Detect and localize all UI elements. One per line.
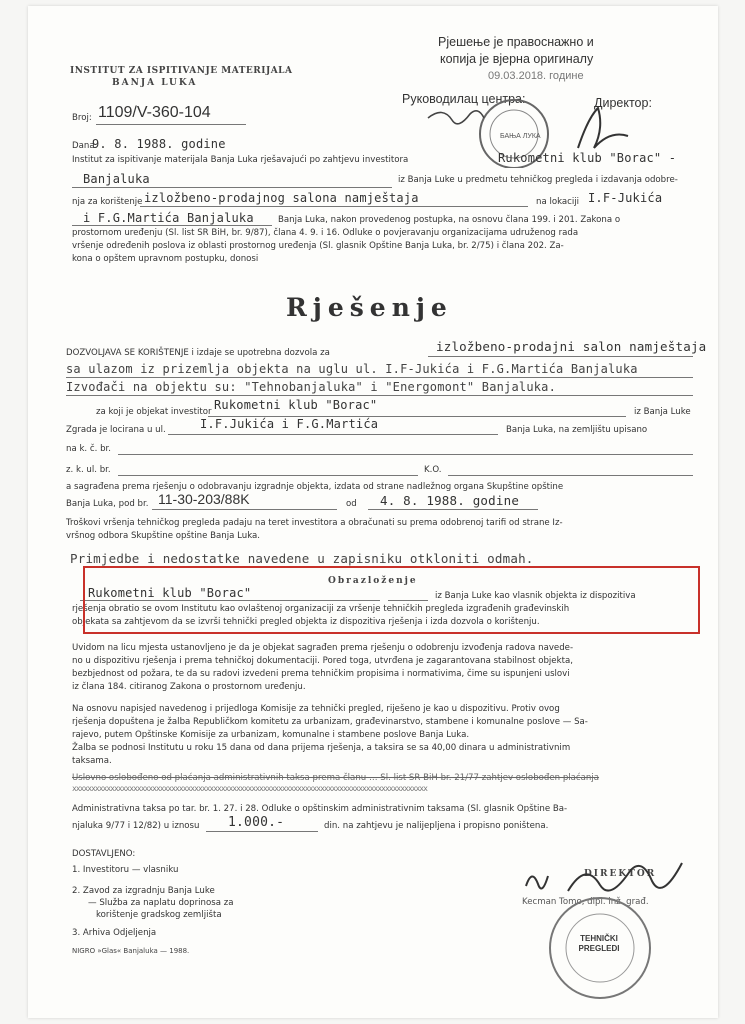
signature-center-head (428, 111, 484, 124)
director-label-top: Директор: (594, 96, 652, 110)
uvidom-line3: bezbjednost od požara, te da su radovi izvedeni prema tehničkim propisima i normativima, čime su ispunjeni uslovi (72, 669, 570, 679)
obrazlozenje-line1-rest: iz Banja Luke kao vlasnik objekta iz dispozitiva (435, 591, 636, 601)
intro-location-label: na lokaciji (536, 197, 580, 207)
validity-note-line3: 09.03.2018. године (488, 70, 584, 82)
investitor-label: za koji je objekat investitor (96, 407, 212, 417)
decision-line3: Izvođači na objektu su: "Tehnobanjaluka" i "Energomont" Banjaluka. (66, 380, 557, 394)
signature-name: Kecman Tomo, dipl. inž. građ. (522, 897, 649, 907)
pod-label: Banja Luka, pod br. (66, 499, 149, 509)
intro-investitor: Rukometni klub "Borac" - (498, 151, 677, 165)
document-page (28, 6, 718, 1018)
kcbr-label: na k. č. br. (66, 444, 112, 454)
director-signature (526, 863, 682, 891)
dana-label: Dana (72, 141, 95, 151)
investitor-value: Rukometni klub "Borac" (214, 398, 378, 412)
ko-label: K.O. (424, 465, 442, 475)
troskovi-line1: Troškovi vršenja tehničkog pregleda padaju na teret investitora a obračunati su prema odobrenoj tarifi od strane Iz- (66, 518, 563, 528)
director-signature-and-stamp (508, 856, 718, 1006)
od-value: 4. 8. 1988. godine (380, 493, 520, 508)
institute-city: BANJA LUKA (112, 78, 198, 88)
svg-text:БАЊА ЛУКА: БАЊА ЛУКА (500, 133, 541, 140)
dozvoljava-label: DOZVOLJAVA SE KORIŠTENJE i izdaje se upotrebna dozvola za (66, 348, 330, 358)
center-head-label: Руководилац центра: (402, 92, 526, 106)
intro-line4: Banja Luka, nakon provedenog postupka, na osnovu člana 199. i 201. Zakona o (278, 215, 621, 225)
dostavljeno-item-2c: korištenje gradskog zemljišta (96, 910, 222, 920)
intro-object: izložbeno-prodajnog salona namještaja (144, 191, 419, 205)
zkulbr-label: z. k. ul. br. (66, 465, 111, 475)
validity-note-line2: копија је вјерна оригиналу (440, 52, 594, 66)
obrazlozenje-investitor: Rukometni klub "Borac" (88, 586, 252, 600)
intro-line2-rest: iz Banja Luke u predmetu tehničkog pregleda i izdavanja odobre- (398, 175, 678, 185)
signature-title: DIREKTOR (584, 869, 657, 879)
osnova-line3: rajevo, putem Opštinske Komisije za urbanizam, komunalne i stambene poslove Banja Luka. (72, 730, 470, 740)
institute-header (70, 66, 293, 88)
troskovi-line2: vršnog odbora Skupštine opštine Banja Luka. (66, 531, 261, 541)
osnova-line4: Žalba se podnosi Institutu u roku 15 dana od dana prijema rješenja, a taksira se sa 40,00 dinara u administrativnim (72, 743, 571, 753)
obrazlozenje-title: Obrazloženje (328, 576, 418, 586)
intro-line7: kona o opštem upravnom postupku, donosi (72, 254, 259, 264)
printer-footer: NIGRO »Glas« Banjaluka — 1988. (72, 947, 190, 955)
stamp-center-text: TEHNIČKI PREGLEDI (578, 934, 620, 953)
dana-value: 9. 8. 1988. godine (92, 137, 226, 151)
dostavljeno-item-2b: — Služba za naplatu doprinosa za (88, 898, 234, 908)
primjedbe-note: Primjedbe i nedostatke navedene u zapisniku otkloniti odmah. (70, 551, 534, 566)
taksa-line2-rest: din. na zahtjevu je nalijepljena i propisno poništena. (324, 821, 549, 831)
validity-note-line1: Рјешење је правоснажно и (438, 35, 594, 49)
taksa-line2-label: njaluka 9/77 i 12/82) u iznosu (72, 821, 200, 831)
intro-line5: prostornom uređenju (Sl. list SR BiH, br. 9/87), člana 4. 9. i 16. Odluke o povjeravanju organizacijama udruženog rada (72, 228, 579, 238)
zgrada-label: Zgrada je locirana u ul. (66, 425, 166, 435)
uvidom-line1: Uvidom na licu mjesta ustanovljeno je da je objekat sagrađen prema rješenju o odobrenju izvođenja radova navede- (72, 643, 574, 653)
zgrada-rest: Banja Luka, na zemljištu upisano (506, 425, 648, 435)
intro-location2: i F.G.Martića Banjaluka (83, 211, 254, 225)
highlight-box-obrazlozenje (83, 566, 700, 634)
broj-label: Broj: (72, 113, 92, 123)
institute-name: INSTITUT ZA ISPITIVANJE MATERIJALA (70, 66, 293, 76)
investitor-rest: iz Banja Luke (634, 407, 691, 417)
dostavljeno-item-2: 2. Zavod za izgradnju Banja Luke (72, 886, 215, 896)
crossed-line2: xxxxxxxxxxxxxxxxxxxxxxxxxxxxxxxxxxxxxxxxxxxxxxxxxxxxxxxxxxxxxxxxxxxxxxxxxxxxxxxxxxxxxxxxxxxxx (72, 784, 427, 793)
signature-director-top (578, 108, 628, 148)
osnova-line1: Na osnovu napisjed navedenog i prijedloga Komisije za tehnički pregled, riješeno je kao u dispozitivu. Protiv ovog (72, 704, 560, 714)
sagradjena-line: a sagrađena prema rješenju o odobravanju izgradnje objekta, izdata od strane nadležnog organa Skupštine opštine (66, 482, 564, 492)
dostavljeno-title: DOSTAVLJENO: (72, 849, 136, 859)
uvidom-line2: no u dispozitivu rješenja i prema tehničkoj dokumentaciji. Pored toga, utvrđena je zagarantovana stabilnost objekta, (72, 656, 573, 666)
decision-object: izložbeno-prodajni salon namještaja (436, 339, 707, 354)
uvidom-line4: iz člana 184. citiranog Zakona o prostornom uređenju. (72, 682, 306, 692)
intro-line1-label: Institut za ispitivanje materijala Banja Luka rješavajući po zahtjevu investitora (72, 155, 409, 165)
od-label: od (346, 499, 357, 509)
crossed-line1: Uslovno oslobođeno od plaćanja administrativnih taksa prema članu … Sl. list SR BiH br. 21/77 zahtjev oslobođen plaćanja (72, 773, 600, 783)
obrazlozenje-line3: objekata sa zahtjevom da se izvrši tehnički pregled objekta iz dispozitiva rješenja i izda dozvola o korištenju. (72, 617, 540, 627)
document-title: Rješenje (286, 293, 453, 322)
osnova-line5: taksama. (72, 756, 112, 766)
osnova-line2: rješenja dopuštena je žalba Republičkom komitetu za urbanizam, građevinarstvo, stambene i komunalne poslove — Sa- (72, 717, 588, 727)
intro-line6: vršenje određenih poslova iz oblasti prostornog uređenja (Sl. glasnik Opštine Banja Luka, br. 2/75) i člana 202. Za- (72, 241, 564, 251)
dostavljeno-item-1: 1. Investitoru — vlasniku (72, 865, 179, 875)
intro-location1: I.F-Jukića (588, 191, 663, 205)
broj-value: 1109/V-360-104 (98, 104, 211, 121)
taksa-line1: Administrativna taksa po tar. br. 1. 27. i 28. Odluke o opštinskim administrativnim taksama (Sl. glasnik Opštine Ba- (72, 804, 568, 814)
dostavljeno-item-3: 3. Arhiva Odjeljenja (72, 928, 157, 938)
obrazlozenje-line2: rješenja obratio se ovom Institutu kao ovlaštenoj organizaciji za vršenje tehničkih pregleda izgrađenih građevinskih (72, 604, 570, 614)
decision-line2: sa ulazom iz prizemlja objekta na uglu ul. I.F-Jukića i F.G.Martića Banjaluka (66, 362, 638, 376)
taksa-amount: 1.000.- (228, 815, 285, 830)
pod-value: 11-30-203/88K (158, 491, 250, 507)
intro-line3-label: nja za korištenje (72, 197, 143, 207)
zgrada-value: I.F.Jukića i F.G.Martića (200, 417, 379, 431)
intro-city: Banjaluka (83, 172, 150, 186)
